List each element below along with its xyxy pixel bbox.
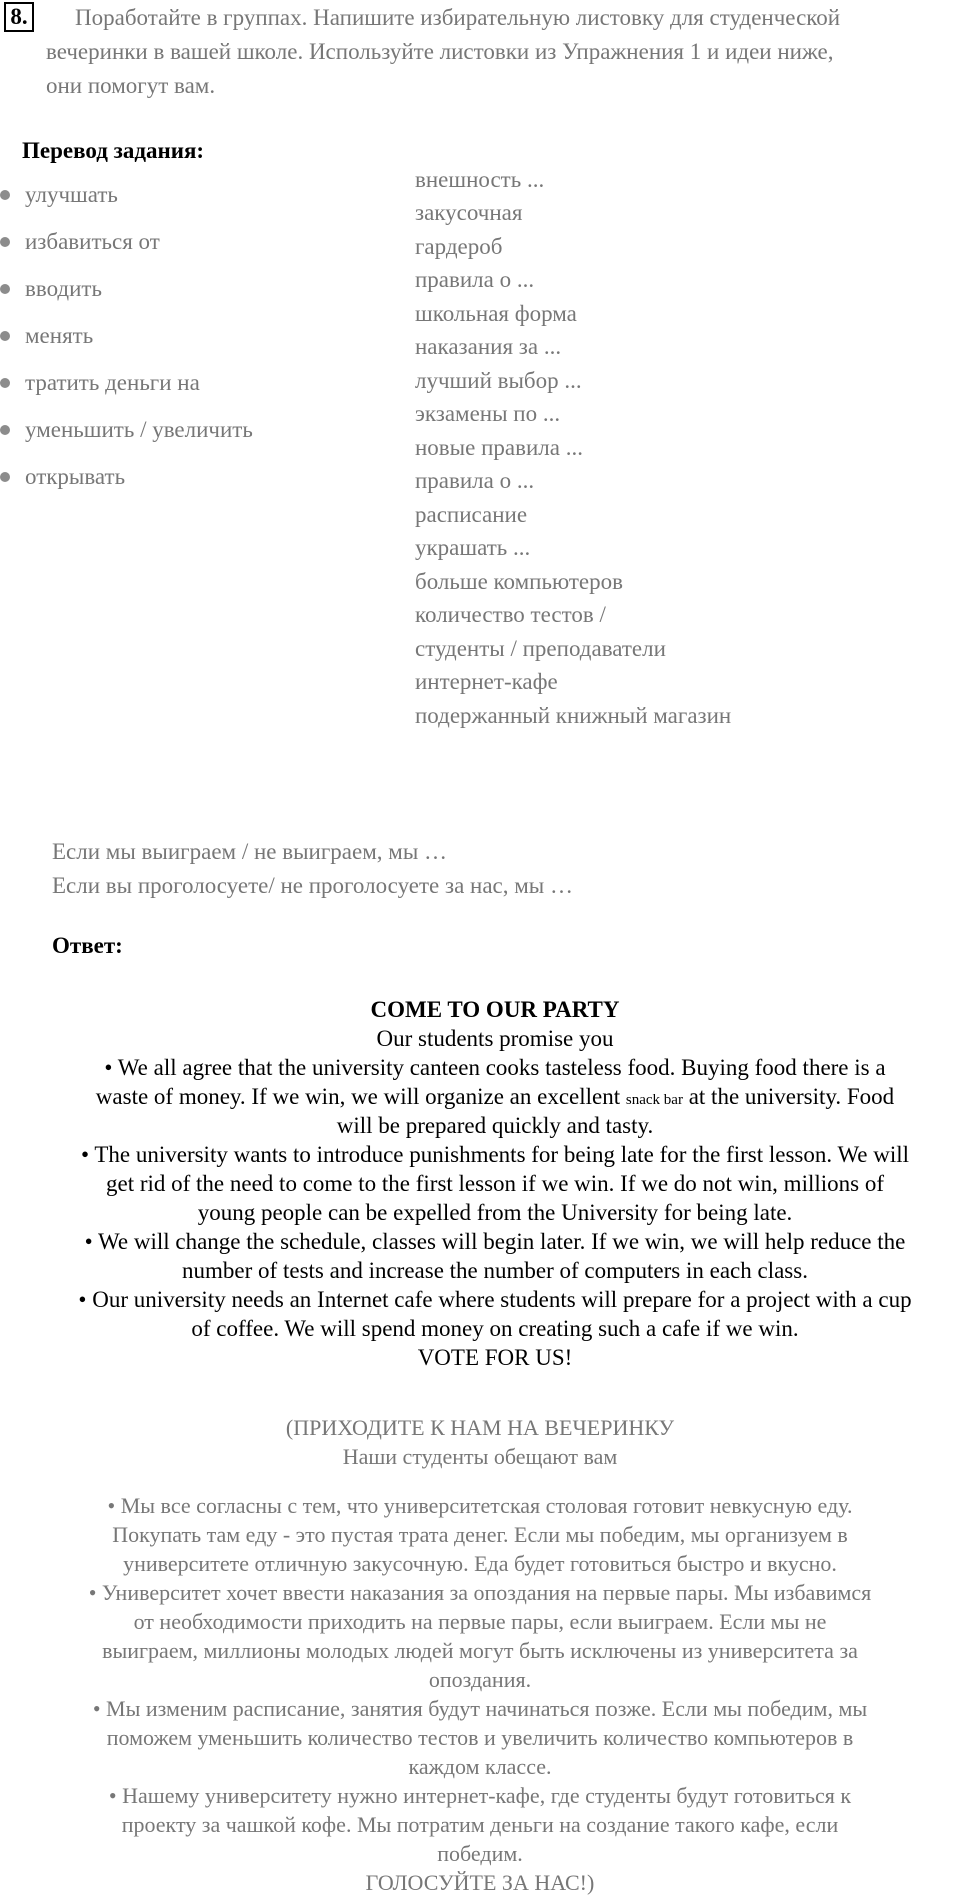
flyer-line: number of tests and increase the number of computers in each class. (182, 1258, 808, 1283)
flyer-line-ru: • Мы все согласны с тем, что университетская столовая готовит невкусную еду. (107, 1493, 853, 1518)
vocab-item: студенты / преподаватели (415, 636, 666, 661)
bullet-icon (0, 237, 10, 247)
vocab-item: количество тестов / (415, 602, 606, 627)
flyer-subtitle: Our students promise you (376, 1026, 614, 1051)
vocab-item: больше компьютеров (415, 569, 623, 594)
flyer-line: • We all agree that the university canteen cooks tasteless food. Buying food there is a (104, 1055, 886, 1080)
phrase-line: Если мы выиграем / не выиграем, мы … (52, 839, 448, 864)
bullet-icon (0, 378, 10, 388)
flyer-line: • We will change the schedule, classes will begin later. If we win, we will help reduce the (84, 1229, 906, 1254)
bullet-icon (0, 284, 10, 294)
vocab-item: украшать ... (415, 535, 531, 560)
flyer-title: COME TO OUR PARTY (370, 997, 620, 1022)
flyer-line-ru: от необходимости приходить на первые пары, если выиграем. Если мы не (133, 1609, 827, 1634)
flyer-line-ru: • Нашему университету нужно интернет-кафе, где студенты будут готовиться к (108, 1783, 852, 1808)
vocab-item: подержанный книжный магазин (415, 703, 732, 728)
flyer-line: • Our university needs an Internet cafe where students will prepare for a project with a cup (78, 1287, 912, 1312)
vocab-item: лучший выбор ... (415, 368, 582, 393)
bullet-icon (0, 425, 10, 435)
bullet-icon (0, 472, 10, 482)
task-number: 8. (4, 2, 34, 32)
flyer-line: get rid of the need to come to the first lesson if we win. If we do not win, millions of (105, 1171, 884, 1196)
task-line-2: вечеринки в вашей школе. Используйте листовки из Упражнения 1 и идеи ниже, (46, 39, 834, 64)
vocab-item: внешность ... (415, 167, 545, 192)
bullet-icon (0, 331, 10, 341)
flyer-line-ru: выиграем, миллионы молодых людей могут быть исключены из университета за (102, 1638, 858, 1663)
snack-bar-term: snack bar (625, 1092, 683, 1108)
phrase-line: Если вы проголосуете/ не проголосуете за нас, мы … (52, 873, 574, 898)
vocab-item: правила о ... (415, 468, 535, 493)
flyer-line-ru: поможем уменьшить количество тестов и увеличить количество компьютеров в (106, 1725, 854, 1750)
flyer-vote: VOTE FOR US! (417, 1345, 573, 1370)
flyer-subtitle-ru: Наши студенты обещают вам (342, 1444, 618, 1469)
flyer-line: • The university wants to introduce punishments for being late for the first lesson. We will (80, 1142, 910, 1167)
flyer-line: will be prepared quickly and tasty. (336, 1113, 654, 1138)
vocab-item: закусочная (415, 200, 523, 225)
flyer-line-ru: Покупать там еду - это пустая трата денег. Если мы победим, мы организуем в (112, 1522, 848, 1547)
vocab-item: экзамены по ... (415, 401, 561, 426)
flyer-line-ru: проекту за чашкой кофе. Мы потратим деньги на создание такого кафе, если (121, 1812, 839, 1837)
vocab-item: наказания за ... (415, 334, 562, 359)
flyer-title-ru: (ПРИХОДИТЕ К НАМ НА ВЕЧЕРИНКУ (285, 1415, 675, 1440)
vocab-item: новые правила ... (415, 435, 583, 460)
bullet-icon (0, 190, 10, 200)
flyer-line-ru: опоздания. (428, 1667, 532, 1692)
flyer-line: waste of money. If we win, we will organize an excellent snack bar at the university. Food (95, 1084, 895, 1109)
flyer-vote-ru: ГОЛОСУЙТЕ ЗА НАС!) (365, 1870, 595, 1895)
flyer-line: of coffee. We will spend money on creating such a cafe if we win. (191, 1316, 799, 1341)
answer-heading: Ответ: (52, 933, 123, 958)
task-instructions (46, 1, 946, 103)
translation-heading: Перевод задания: (22, 138, 205, 163)
vocab-item: интернет-кафе (415, 669, 558, 694)
flyer-line: young people can be expelled from the University for being late. (197, 1200, 793, 1225)
flyer-line-ru: каждом классе. (408, 1754, 552, 1779)
vocab-item: школьная форма (415, 301, 577, 326)
flyer-line-ru: • Университет хочет ввести наказания за опоздания на первые пары. Мы избавимся (88, 1580, 872, 1605)
task-line-3: они помогут вам. (46, 73, 216, 98)
vocab-item: расписание (415, 502, 528, 527)
vocab-item: гардероб (415, 234, 503, 259)
task-line-1: Поработайте в группах. Напишите избирательную листовку для студенческой (75, 5, 841, 30)
flyer-line-ru: университете отличную закусочную. Еда будет готовиться быстро и вкусно. (123, 1551, 837, 1576)
vocab-item: правила о ... (415, 267, 535, 292)
flyer-line-ru: • Мы изменим расписание, занятия будут начинаться позже. Если мы победим, мы (92, 1696, 868, 1721)
flyer-line-ru: победим. (437, 1841, 523, 1866)
